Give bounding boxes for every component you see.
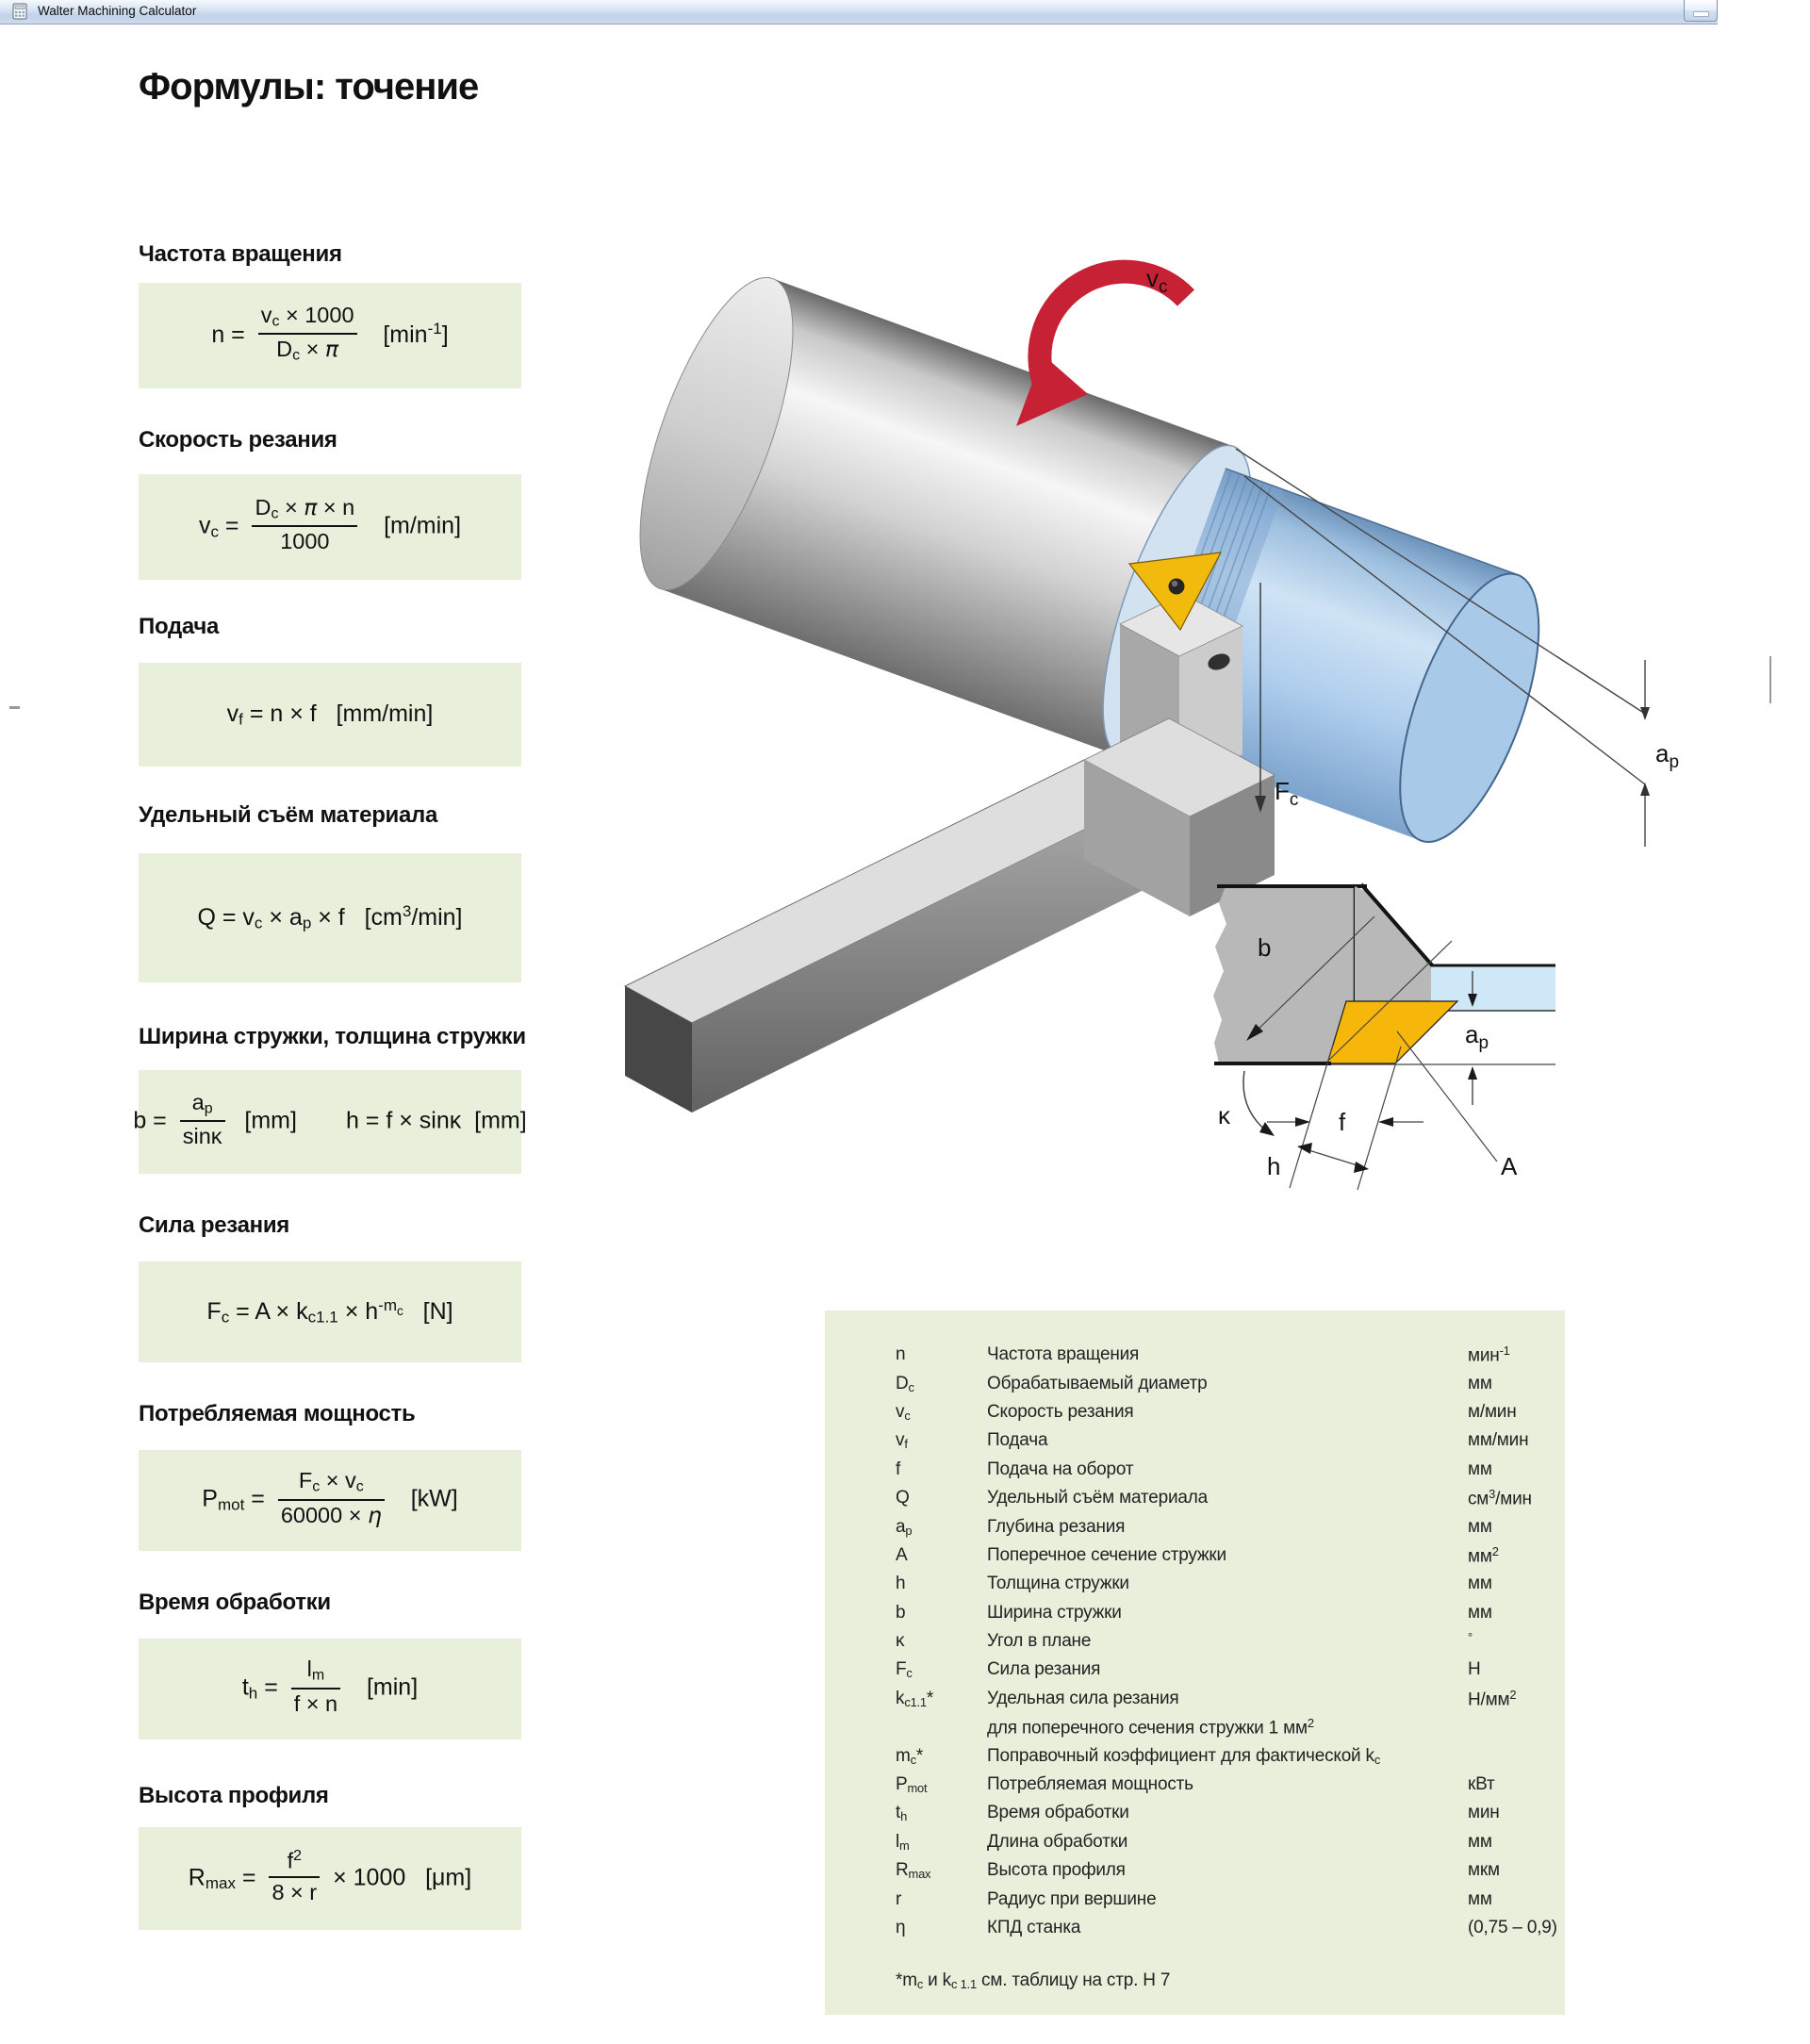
legend-row [896, 1885, 1559, 1913]
formula-block-cutting-force [139, 1261, 521, 1362]
window-titlebar [0, 0, 1718, 25]
legend-description: Подача [987, 1430, 1048, 1451]
legend-symbol: f [896, 1459, 901, 1479]
legend-row [896, 1741, 1559, 1770]
page-edge-mark-left [9, 706, 20, 709]
legend-symbol: Q [896, 1488, 910, 1508]
fc-label: $F_c$ [1275, 777, 1299, 810]
section-title-removal-rate: Удельный съём материала [139, 802, 438, 828]
legend-unit: м/мин [1468, 1401, 1517, 1422]
legend-row [896, 1341, 1559, 1369]
window-title: Walter Machining Calculator [38, 4, 197, 18]
legend-description: Высота профиля [987, 1860, 1126, 1881]
legend-row [896, 1856, 1559, 1885]
legend-row [896, 1570, 1559, 1598]
section-title-feed: Подача [139, 614, 220, 639]
legend-symbol: vf [896, 1430, 908, 1452]
legend-description: Скорость резания [987, 1401, 1134, 1422]
chip-cross-section-illustration [1188, 867, 1584, 1245]
section-title-machining-time: Время обработки [139, 1590, 331, 1615]
legend-symbol: κ [896, 1631, 905, 1652]
legend-symbol: Fc [896, 1659, 913, 1681]
legend-symbol: Pmot [896, 1774, 928, 1795]
ap2-label: $a_p$ [1465, 1020, 1489, 1053]
legend-description: Поправочный коэффициент для фактической kc [987, 1745, 1381, 1767]
vc-label: $v_c$ [1146, 264, 1168, 297]
formula-power: Pmot = $\frac{Fc \times vc}{60000 \times \eta}$ [kW] [202, 1468, 458, 1528]
legend-description: Глубина резания [987, 1516, 1126, 1537]
legend-row [896, 1456, 1559, 1484]
legend-description: для поперечного сечения стружки 1 $мм^2$ [987, 1715, 1314, 1739]
legend-unit: (0,75 – 0,9) [1468, 1918, 1557, 1937]
legend-row [896, 1426, 1559, 1455]
insert-screw-hole [1169, 579, 1185, 595]
h-label: h [1267, 1152, 1281, 1180]
legend-symbol: n [896, 1344, 906, 1365]
legend-description: Толщина стружки [987, 1574, 1129, 1594]
legend-description: Длина обработки [987, 1831, 1128, 1852]
legend-symbol: ap [896, 1516, 913, 1538]
formula-block-rotation-speed [139, 283, 521, 388]
symbol-legend [825, 1310, 1565, 2015]
formula-profile-height: Rmax = $\frac{f^2}{8 \times r}$ × 1000 [μm] [188, 1847, 472, 1904]
section-title-chip-width: Ширина стружки, толщина стружки [139, 1024, 526, 1049]
shoulder-slope-face [1355, 886, 1431, 1001]
legend-row [896, 1599, 1559, 1627]
legend-description: Частота вращения [987, 1344, 1140, 1365]
legend-symbol: vc [896, 1401, 911, 1423]
legend-row [896, 1771, 1559, 1799]
section-title-cutting-speed: Скорость резания [139, 427, 337, 453]
formula-block-cutting-speed [139, 474, 521, 580]
legend-symbol: th [896, 1803, 908, 1824]
legend-description: Удельный съём материала [987, 1488, 1208, 1508]
legend-unit: мин [1468, 1803, 1500, 1823]
ap2-arrow-up-icon [1468, 1066, 1477, 1080]
ap-label: $a_p$ [1655, 739, 1680, 772]
b-label: b [1258, 933, 1272, 962]
legend-description: Угол в плане [987, 1631, 1092, 1652]
ap-arrow-down-icon [1640, 707, 1650, 720]
legend-symbol: kc1.1* [896, 1688, 934, 1709]
legend-unit: мм [1468, 1516, 1492, 1537]
legend-unit: Н [1468, 1659, 1481, 1680]
legend-description: Потребляемая мощность [987, 1774, 1193, 1795]
page-title: Формулы: точение [139, 66, 479, 107]
legend-symbol: b [896, 1602, 906, 1623]
section-title-cutting-force: Сила резания [139, 1212, 289, 1238]
legend-description: Время обработки [987, 1803, 1129, 1823]
legend-row [896, 1656, 1559, 1684]
insert-screw-highlight [1172, 581, 1177, 586]
formula-block-machining-time [139, 1639, 521, 1739]
legend-unit: мм [1468, 1574, 1492, 1594]
h-arrowhead-right-icon [1354, 1162, 1369, 1173]
legend-unit: мм [1468, 1888, 1492, 1909]
legend-row [896, 1685, 1559, 1713]
formula-cutting-force: $Fc = A \times kc1.1 \times h^{-m_c}$ [N] [206, 1296, 453, 1327]
legend-description: Сила резания [987, 1659, 1101, 1680]
legend-row [896, 1799, 1559, 1827]
formula-cutting-speed: vc = $\frac{Dc \times \pi \times n}{1000}$ [m/min] [198, 493, 462, 554]
legend-symbol: Rmax [896, 1860, 931, 1882]
h-arrowhead-left-icon [1297, 1143, 1312, 1154]
chip-section-area [1327, 1001, 1457, 1063]
calculator-icon [11, 3, 29, 21]
legend-unit: мм/мин [1468, 1430, 1529, 1451]
section-title-rotation-speed: Частота вращения [139, 241, 342, 267]
legend-unit: $Н/мм^2$ [1468, 1687, 1517, 1710]
section-title-profile-height: Высота профиля [139, 1783, 329, 1808]
legend-description: КПД станка [987, 1918, 1081, 1937]
kappa-arrowhead-icon [1259, 1122, 1275, 1136]
f-label: f [1339, 1108, 1346, 1136]
section-title-power: Потребляемая мощность [139, 1401, 416, 1426]
legend-unit: мм [1468, 1602, 1492, 1623]
legend-row [896, 1914, 1559, 1942]
formula-removal-rate: Q = vc × ap × f $[cm^3/\min]$ [197, 902, 463, 932]
legend-symbol: mc* [896, 1745, 924, 1767]
legend-unit: мм [1468, 1459, 1492, 1479]
legend-description: Поперечное сечение стружки [987, 1544, 1226, 1565]
legend-description: Обрабатываемый диаметр [987, 1373, 1208, 1393]
formula-feed: vf = n × f [mm/min] [226, 700, 434, 729]
kappa-label: κ [1218, 1101, 1230, 1129]
legend-unit: $мм^2$ [1468, 1543, 1499, 1567]
page-edge-mark-right [1769, 656, 1771, 703]
kappa-arc [1243, 1071, 1267, 1131]
minimize-icon [1693, 11, 1709, 17]
formula-rotation-speed: n = $\frac{vc \times 1000}{Dc \times \pi}$ $[\min^{-1}]$ [211, 302, 449, 364]
legend-rows [825, 1310, 1565, 1942]
workpiece-section [1213, 886, 1355, 1063]
legend-unit: мкм [1468, 1860, 1500, 1881]
legend-row [896, 1627, 1559, 1656]
formula-block-feed [139, 663, 521, 766]
legend-unit: мин$^{-1}$ [1468, 1343, 1510, 1366]
legend-row [896, 1541, 1559, 1570]
legend-symbol: lm [896, 1831, 910, 1853]
legend-unit: мм [1468, 1831, 1492, 1852]
legend-row [896, 1828, 1559, 1856]
legend-description: Удельная сила резания [987, 1688, 1179, 1708]
formula-chip-width: b = $\frac{ap}{\sin\kappa}$ [mm] h = f × sinκ [mm] [133, 1089, 527, 1149]
legend-unit: ° [1468, 1629, 1473, 1644]
legend-unit: $см^3$/мин [1468, 1486, 1532, 1509]
legend-footnote: *mc и kc 1.1 см. таблицу на стр. H 7 [896, 1970, 1171, 1991]
legend-symbol: Dc [896, 1373, 914, 1394]
legend-symbol: r [896, 1888, 902, 1909]
formula-block-removal-rate [139, 853, 521, 982]
legend-row [896, 1484, 1559, 1512]
formula-block-profile-height [139, 1827, 521, 1930]
minimize-button[interactable] [1684, 0, 1718, 22]
f-arrowhead-right-icon [1378, 1117, 1393, 1127]
legend-description: Ширина стружки [987, 1602, 1122, 1623]
h-dimension-line [1303, 1148, 1363, 1167]
ap-arrow-up-icon [1640, 783, 1650, 796]
legend-symbol: η [896, 1918, 906, 1937]
formula-block-chip-width [133, 1070, 527, 1174]
legend-description: Подача на оборот [987, 1459, 1134, 1479]
legend-unit: мм [1468, 1373, 1492, 1393]
legend-row [896, 1398, 1559, 1426]
legend-row [896, 1713, 1559, 1741]
formula-machining-time: th = $\frac{lm}{f \times n}$ [min] [241, 1657, 419, 1716]
legend-symbol: A [896, 1544, 908, 1565]
a-label: A [1501, 1152, 1518, 1180]
legend-symbol: h [896, 1574, 906, 1594]
legend-row [896, 1369, 1559, 1397]
formula-block-power [139, 1450, 521, 1551]
legend-unit: кВт [1468, 1774, 1495, 1795]
legend-row [896, 1512, 1559, 1541]
legend-description: Радиус при вершине [987, 1888, 1157, 1909]
